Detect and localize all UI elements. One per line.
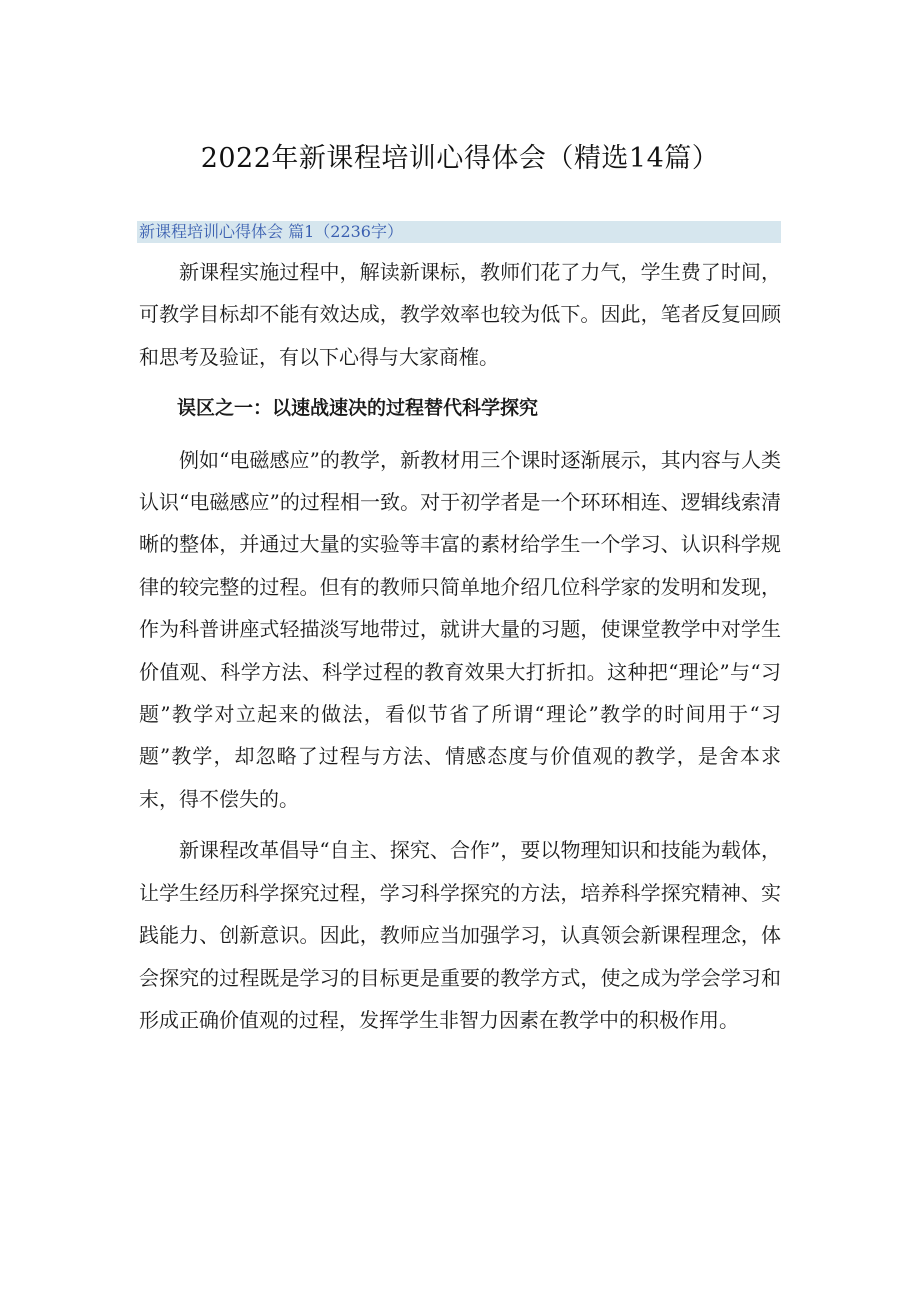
document-body [139,251,781,1050]
paragraph-example: 例如“电磁感应”的教学，新教材用三个课时逐渐展示，其内容与人类认识“电磁感应”的过程相一致。对于初学者是一个环环相连、逻辑线索清晰的整体，并通过大量的实验等丰富的素材给学生一个学习、认识科学规律的较完整的过程。但有的教师只简单地介绍几位科学家的发明和发现，作为科普讲座式轻描淡写地带过，就讲大量的习题，使课堂教学中对学生价值观、科学方法、科学过程的教育效果大打折扣。这种把“理论”与“习题”教学对立起来的做法，看似节省了所谓“理论”教学的时间用于“习题”教学，却忽略了过程与方法、情感态度与价值观的教学，是舍本求末，得不偿失的。 [139,447,781,811]
document-title: 2022年新课程培训心得体会（精选14篇） [200,143,720,174]
paragraph-reform: 新课程改革倡导“自主、探究、合作”，要以物理知识和技能为载体，让学生经历科学探究过程，学习科学探究的方法，培养科学探究精神、实践能力、创新意识。因此，教师应当加强学习，认真领会新课程理念，体会探究的过程既是学习的目标更是重要的教学方式，使之成为学会学习和形成正确价值观的过程，发挥学生非智力因素在教学中的积极作用。 [139,838,781,1032]
paragraph-intro: 新课程实施过程中，解读新课标，教师们花了力气，学生费了时间，可教学目标却不能有效达成，教学效率也较为低下。因此，笔者反复回顾和思考及验证，有以下心得与大家商榷。 [139,260,781,369]
subheading-misconception-1: 误区之一：以速战速决的过程替代科学探究 [177,397,539,420]
section-heading: 新课程培训心得体会 篇1（2236字） [139,222,403,241]
